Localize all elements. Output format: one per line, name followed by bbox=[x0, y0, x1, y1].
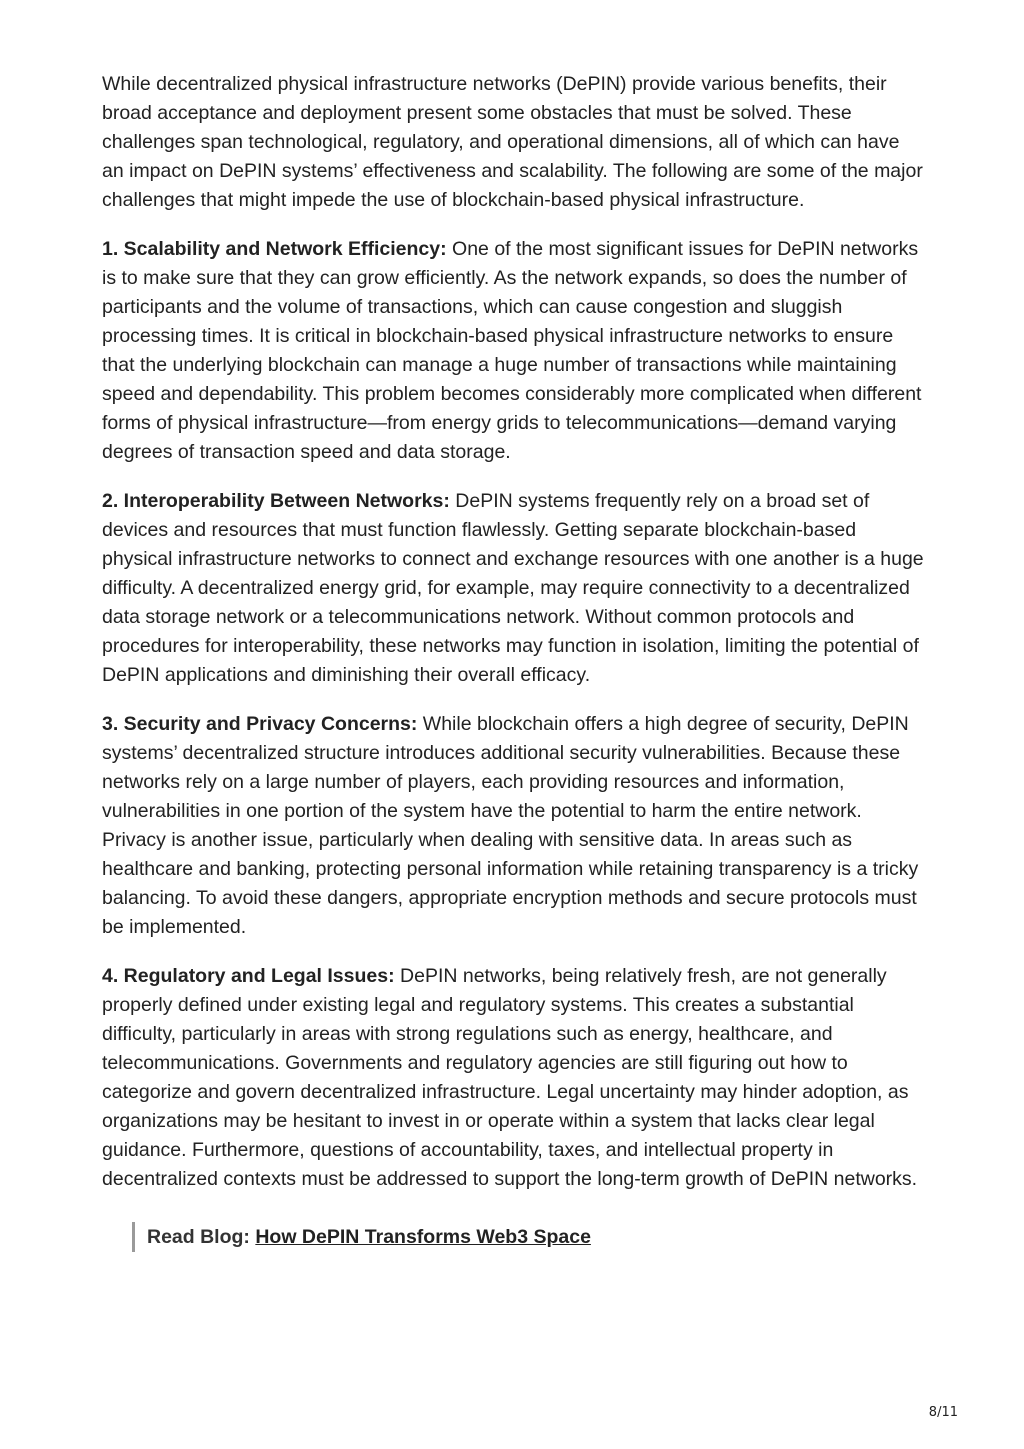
read-blog-link[interactable]: How DePIN Transforms Web3 Space bbox=[255, 1226, 591, 1248]
section-scalability bbox=[102, 235, 924, 467]
section-body: While blockchain offers a high degree of security, DePIN systems’ decentralized structure introduces additional security vulnerabilities. Because these networks rely on a large number of players, each providing resources and information, vulnerabilities in one portion of the system have the potential to harm the entire network. Privacy is another issue, particularly when dealing with sensitive data. In areas such as healthcare and banking, protecting personal information while retaining transparency is a tricky balancing. To avoid these dangers, appropriate encryption methods and secure protocols must be implemented. bbox=[102, 713, 919, 938]
page-number: 8/11 bbox=[928, 1405, 958, 1420]
section-heading: 1. Scalability and Network Efficiency: bbox=[102, 238, 447, 260]
read-blog-label: Read Blog: bbox=[147, 1226, 256, 1248]
section-body: DePIN systems frequently rely on a broad set of devices and resources that must function flawlessly. Getting separate blockchain-based physical infrastructure networks to connect and exchange resources with one another is a huge difficulty. A decentralized energy grid, for example, may require connectivity to a decentralized data storage network or a telecommunications network. Without common protocols and procedures for interoperability, these networks may function in isolation, limiting the potential of DePIN applications and diminishing their overall efficacy. bbox=[102, 490, 924, 686]
section-body: One of the most significant issues for DePIN networks is to make sure that they can grow efficiently. As the network expands, so does the number of participants and the volume of transactions, which can cause congestion and sluggish processing times. It is critical in blockchain-based physical infrastructure networks to ensure that the underlying blockchain can manage a huge number of transactions while maintaining speed and dependability. This problem becomes considerably more complicated when different forms of physical infrastructure—from energy grids to telecommunications—demand varying degrees of transaction speed and data storage. bbox=[102, 238, 922, 463]
read-blog-callout bbox=[132, 1222, 924, 1252]
section-body: DePIN networks, being relatively fresh, are not generally properly defined under existing legal and regulatory systems. This creates a substantial difficulty, particularly in areas with strong regulations such as energy, healthcare, and telecommunications. Governments and regulatory agencies are still figuring out how to categorize and govern decentralized infrastructure. Legal uncertainty may hinder adoption, as organizations may be hesitant to invest in or operate within a system that lacks clear legal guidance. Furthermore, questions of accountability, taxes, and intellectual property in decentralized contexts must be addressed to support the long-term growth of DePIN networks. bbox=[102, 965, 918, 1190]
section-heading: 2. Interoperability Between Networks: bbox=[102, 490, 450, 512]
intro-paragraph: While decentralized physical infrastructure networks (DePIN) provide various benefits, their broad acceptance and deployment present some obstacles that must be solved. These challenges span technological, regulatory, and operational dimensions, all of which can have an impact on DePIN systems’ effectiveness and scalability. The following are some of the major challenges that might impede the use of blockchain-based physical infrastructure. bbox=[102, 73, 923, 211]
section-security bbox=[102, 710, 924, 942]
section-regulatory bbox=[102, 962, 924, 1194]
section-interoperability bbox=[102, 487, 924, 690]
section-heading: 4. Regulatory and Legal Issues: bbox=[102, 965, 395, 987]
article-body bbox=[102, 70, 924, 1252]
section-heading: 3. Security and Privacy Concerns: bbox=[102, 713, 418, 735]
